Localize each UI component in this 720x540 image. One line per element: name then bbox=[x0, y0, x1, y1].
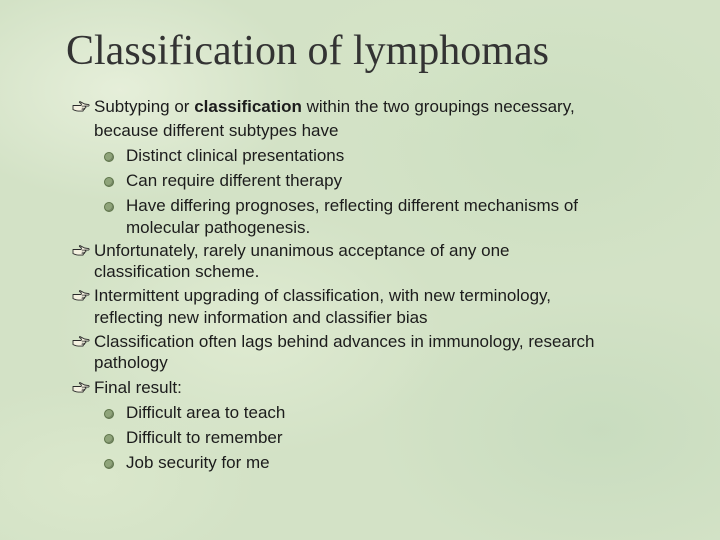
sub-bullet-item: Distinct clinical presentations bbox=[126, 146, 345, 165]
bullet-text: Subtyping or bbox=[94, 97, 195, 116]
round-bullet-icon bbox=[104, 152, 114, 162]
bullet-item-unfortunately: Unfortunately, rarely unanimous acceptance of any one bbox=[94, 241, 510, 260]
pointing-hand-icon bbox=[72, 243, 90, 259]
round-bullet-icon bbox=[104, 177, 114, 187]
bullet-item-lags: Classification often lags behind advances in immunology, research bbox=[94, 332, 595, 351]
sub-bullet-item: Difficult to remember bbox=[126, 428, 283, 447]
bullet-item-intermittent: Intermittent upgrading of classification, with new terminology, bbox=[94, 286, 552, 305]
sub-bullet-item-cont: molecular pathogenesis. bbox=[126, 218, 311, 237]
bullet-text: within the two groupings necessary, bbox=[301, 97, 575, 116]
round-bullet-icon bbox=[104, 202, 114, 212]
bullet-item-subtyping bbox=[94, 97, 575, 117]
pointing-hand-icon bbox=[72, 334, 90, 350]
bullet-item-intermittent-cont: reflecting new information and classifier bias bbox=[94, 308, 428, 327]
bullet-item-unfortunately-cont: classification scheme. bbox=[94, 262, 260, 281]
pointing-hand-icon bbox=[72, 288, 90, 304]
bullet-item-final: Final result: bbox=[94, 378, 182, 397]
round-bullet-icon bbox=[104, 434, 114, 444]
pointing-hand-icon bbox=[72, 99, 90, 115]
sub-bullet-item: Can require different therapy bbox=[126, 171, 343, 190]
bullet-item-lags-cont: pathology bbox=[94, 353, 168, 372]
sub-bullet-item: Difficult area to teach bbox=[126, 403, 286, 422]
sub-bullet-item: Have differing prognoses, reflecting different mechanisms of bbox=[126, 196, 579, 215]
round-bullet-icon bbox=[104, 459, 114, 469]
bullet-emphasis: classification bbox=[194, 97, 302, 116]
sub-bullet-item: Job security for me bbox=[126, 453, 270, 472]
pointing-hand-icon bbox=[72, 380, 90, 396]
round-bullet-icon bbox=[104, 409, 114, 419]
slide-title: Classification of lymphomas bbox=[66, 28, 549, 74]
bullet-item-subtyping-cont: because different subtypes have bbox=[94, 121, 339, 140]
